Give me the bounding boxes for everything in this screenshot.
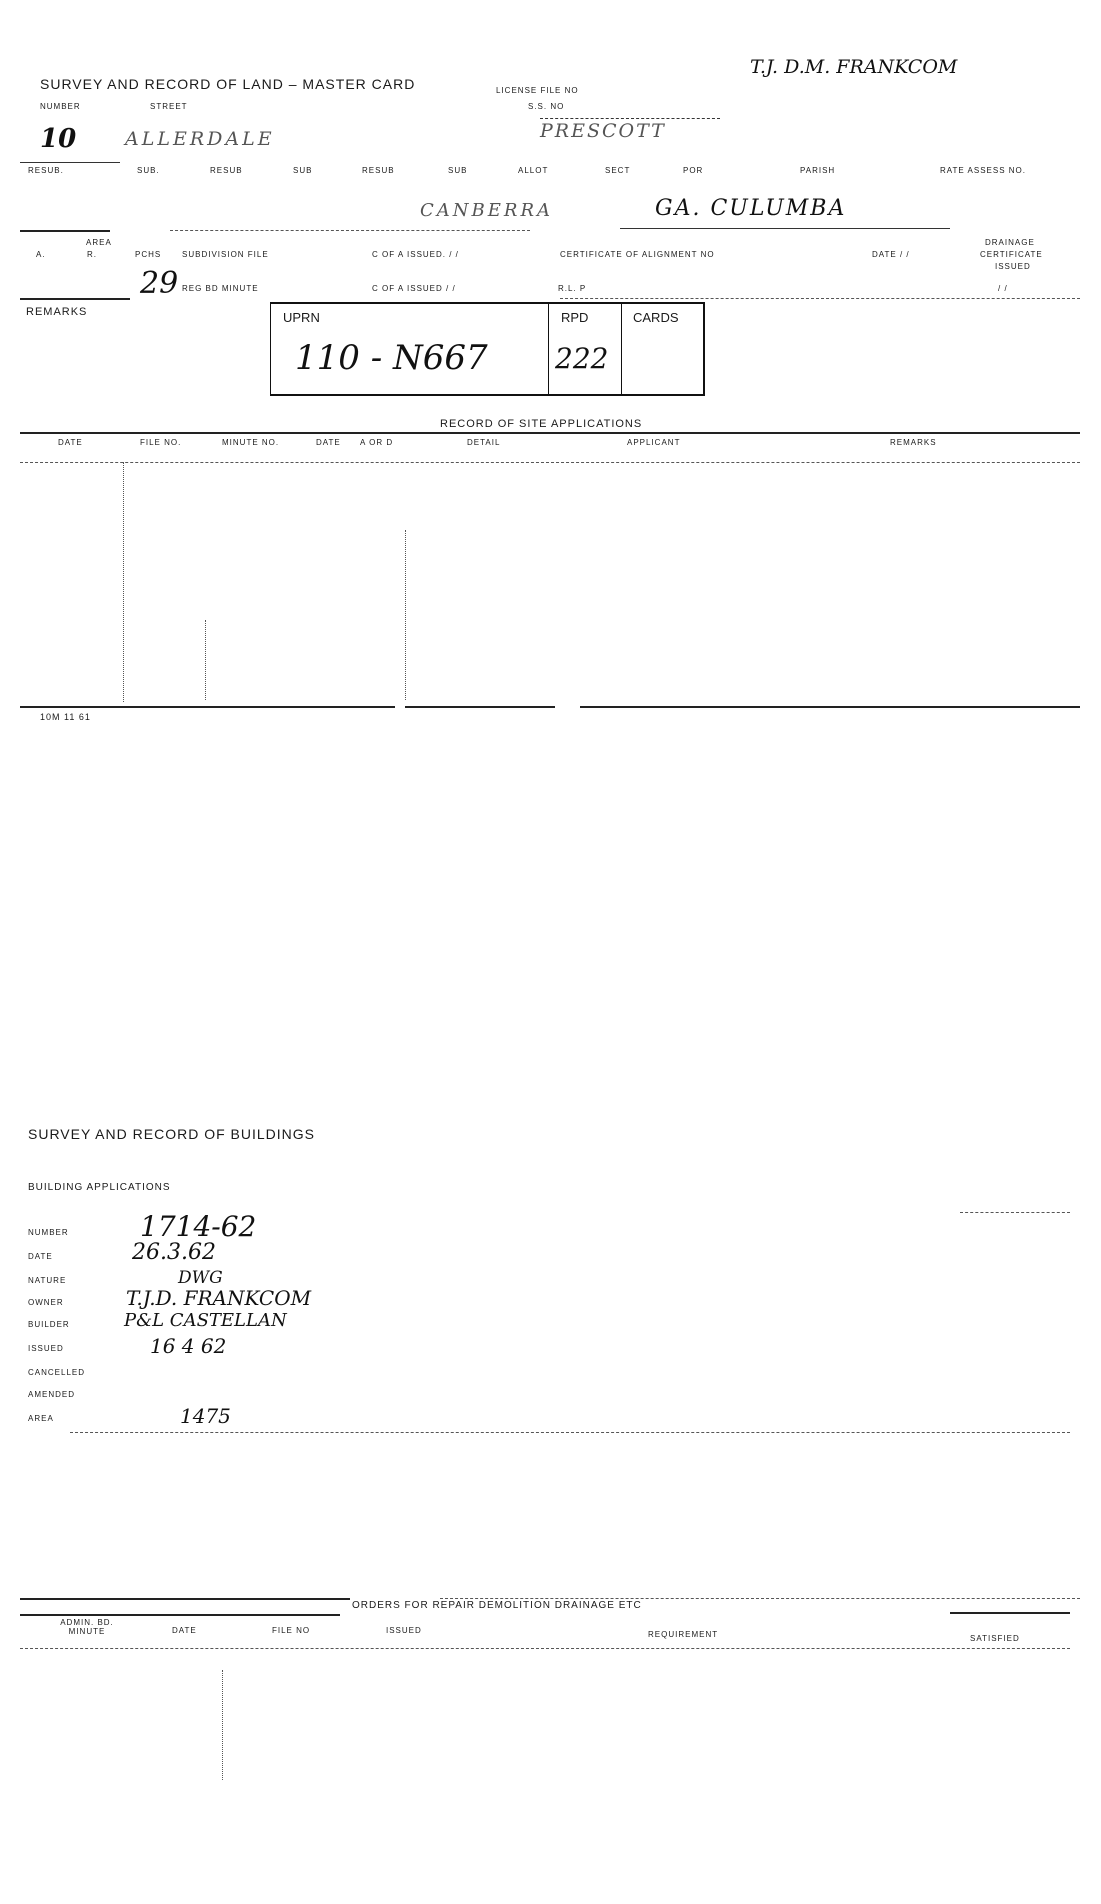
bld-builder-label: BUILDER [28,1320,70,1329]
orders-col-issued: ISSUED [386,1626,422,1635]
bld-date-value: 26.3.62 [132,1240,216,1265]
street-value: ALLERDALE [125,128,275,150]
date-label: DATE / / [872,250,910,259]
c-of-a-issued-label-2: C OF A ISSUED / / [372,284,456,293]
rl-p-label: R.L. P [558,284,587,293]
bld-area-value: 1475 [180,1404,231,1428]
sect-label: SECT [605,166,631,175]
allot-label: ALLOT [518,166,549,175]
subdivision-file-label: SUBDIVISION FILE [182,250,269,259]
bld-nature-value: DWG [178,1268,223,1288]
drainage-label: DRAINAGE [985,238,1035,247]
acres-label: A. [36,250,46,259]
uprn-value: 110 - N667 [295,338,488,378]
number-value: 10 [40,124,77,154]
uprn-box [270,302,705,396]
drainage-date-label: / / [998,284,1008,293]
por-label: POR [683,166,704,175]
license-file-label: LICENSE FILE NO [496,86,579,95]
bld-issued-value: 16 4 62 [150,1334,227,1358]
reg-bd-minute-label: REG BD MINUTE [182,284,259,293]
site-col-detail: DETAIL [467,438,501,447]
site-col-minute-no: MINUTE NO. [222,438,280,447]
site-col-date: DATE [58,438,83,447]
orders-col-date: DATE [172,1626,197,1635]
resub-label-1: RESUB. [28,166,64,175]
uprn-label: UPRN [283,310,320,325]
bld-area-label: AREA [28,1414,54,1423]
parish-value: GA. CULUMBA [655,196,847,221]
site-col-applicant: APPLICANT [627,438,681,447]
sub-label-3: SUB [448,166,468,175]
cards-label: CARDS [633,310,679,325]
street-label: STREET [150,102,188,111]
orders-col-file-no: FILE NO [272,1626,311,1635]
buildings-title: SURVEY AND RECORD OF BUILDINGS [28,1126,315,1142]
parish-label: PARISH [800,166,836,175]
rate-assess-label: RATE ASSESS NO. [940,166,1026,175]
site-col-file-no: FILE NO. [140,438,182,447]
owner-annotation: T.J. D.M. FRANKCOM [750,56,958,78]
pchs-label: PCHS [135,250,162,259]
bld-cancelled-label: CANCELLED [28,1368,86,1377]
por-value: CANBERRA [420,200,553,221]
orders-col-satisfied: SATISFIED [970,1634,1020,1643]
resub-label-3: RESUB [362,166,395,175]
sub-no-label: S.S. NO [528,102,565,111]
resub-label-2: RESUB [210,166,243,175]
orders-col-admin-minute: ADMIN. BD. MINUTE [60,1618,114,1636]
rpd-value: 222 [555,342,609,375]
bld-date-label: DATE [28,1252,53,1261]
bld-builder-value: P&L CASTELLAN [124,1310,287,1331]
sub-label-1: SUB. [137,166,160,175]
c-of-a-issued-label: C OF A ISSUED. / / [372,250,459,259]
bld-number-label: NUMBER [28,1228,69,1237]
rpd-label: RPD [561,310,589,325]
site-applications-title: RECORD OF SITE APPLICATIONS [440,418,643,430]
suburb-value: PRESCOTT [540,120,666,142]
pchs-value: 29 [140,266,179,301]
roods-label: R. [87,250,97,259]
bld-owner-label: OWNER [28,1298,64,1307]
bld-number-value: 1714-62 [140,1210,257,1243]
bld-nature-label: NATURE [28,1276,67,1285]
site-col-remarks: REMARKS [890,438,937,447]
bld-owner-value: T.J.D. FRANKCOM [126,1286,312,1310]
issued-label: ISSUED [995,262,1031,271]
bld-issued-label: ISSUED [28,1344,64,1353]
cert-alignment-label: CERTIFICATE OF ALIGNMENT NO [560,250,715,259]
site-col-date-2: DATE [316,438,341,447]
certificate-label: CERTIFICATE [980,250,1043,259]
remarks-label: REMARKS [26,306,88,318]
area-label: AREA [86,238,112,247]
sub-label-2: SUB [293,166,313,175]
number-label: NUMBER [40,102,81,111]
orders-title: ORDERS FOR REPAIR DEMOLITION DRAINAGE ETC [352,1600,642,1611]
orders-col-requirement: REQUIREMENT [648,1630,719,1639]
bld-amended-label: AMENDED [28,1390,76,1399]
site-col-a-or-d: A OR D [360,438,394,447]
card-title: SURVEY AND RECORD OF LAND – MASTER CARD [40,76,416,92]
building-applications-label: BUILDING APPLICATIONS [28,1182,171,1193]
form-code: 10M 11 61 [40,712,91,722]
